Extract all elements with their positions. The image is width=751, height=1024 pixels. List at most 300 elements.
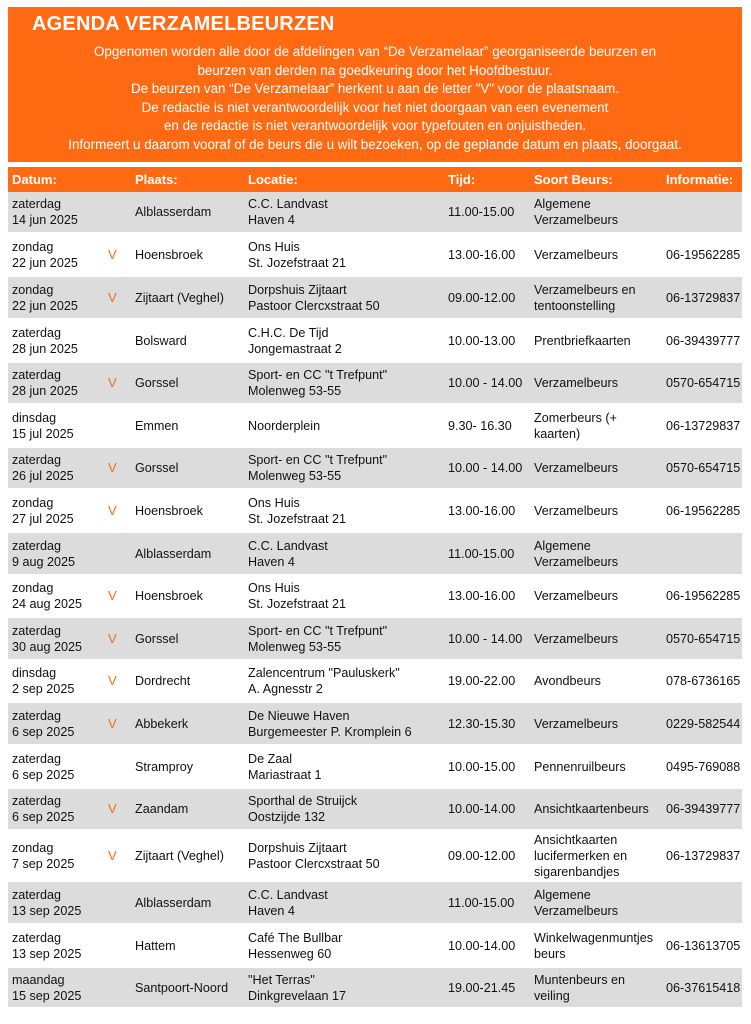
cell-verzamelaar-mark — [108, 703, 122, 744]
cell-locatie — [248, 320, 444, 361]
cell-plaats — [135, 277, 243, 318]
cell-verzamelaar-mark-line: V — [108, 375, 117, 390]
cell-locatie — [248, 234, 444, 275]
cell-plaats-line: Hoensbroek — [135, 503, 203, 518]
header-informatie: Informatie: — [666, 172, 734, 187]
cell-datum — [12, 968, 104, 1007]
cell-soort-beurs-line: Algemene — [534, 538, 591, 553]
cell-plaats-line: Zijtaart (Veghel) — [135, 848, 224, 863]
cell-tijd — [448, 448, 530, 488]
cell-verzamelaar-mark-line: V — [108, 673, 117, 688]
cell-locatie-line: Mariastraat 1 — [248, 767, 322, 782]
cell-verzamelaar-mark — [108, 576, 122, 616]
cell-informatie-line: 0570-654715 — [666, 461, 741, 475]
cell-locatie-line: Dinkgrevelaan 17 — [248, 988, 347, 1003]
table-row — [8, 192, 742, 234]
cell-plaats — [135, 618, 243, 659]
cell-tijd-line: 10.00 - 14.00 — [448, 631, 523, 646]
cell-datum-line: zaterdag — [12, 325, 62, 340]
table-row — [8, 320, 742, 363]
cell-locatie-line: Sport- en CC "t Trefpunt" — [248, 368, 388, 382]
cell-plaats — [135, 234, 243, 275]
cell-tijd — [448, 576, 530, 616]
cell-soort-beurs — [534, 746, 660, 787]
cell-plaats — [135, 490, 243, 531]
cell-plaats-line: Zaandam — [135, 802, 189, 816]
table-header — [8, 167, 742, 192]
cell-plaats-line: Emmen — [135, 418, 179, 433]
cell-locatie-line: Ons Huis — [248, 239, 300, 254]
cell-datum-line: zaterdag — [12, 453, 62, 467]
cell-locatie-line: Zalencentrum "Pauluskerk" — [248, 666, 400, 680]
cell-informatie — [666, 192, 742, 232]
cell-plaats — [135, 882, 243, 923]
cell-datum-line: zondag — [12, 239, 54, 254]
cell-verzamelaar-mark — [108, 234, 122, 275]
agenda-page — [8, 7, 742, 1009]
cell-datum — [12, 277, 104, 318]
cell-datum-line: zondag — [12, 840, 54, 855]
cell-datum-line: zaterdag — [12, 623, 62, 638]
cell-verzamelaar-mark-line: V — [108, 502, 117, 518]
cell-verzamelaar-mark — [108, 882, 122, 923]
cell-datum-line: dinsdag — [12, 410, 57, 425]
cell-tijd-line: 13.00-16.00 — [448, 589, 516, 603]
table-row — [8, 703, 742, 746]
cell-datum — [12, 576, 104, 616]
cell-locatie-line: Hessenweg 60 — [248, 946, 332, 961]
cell-tijd-line: 19.00-21.45 — [448, 980, 516, 995]
cell-informatie-line: 0229-582544 — [666, 716, 741, 731]
cell-soort-beurs-line: Winkelwagenmuntjes — [534, 930, 653, 945]
cell-plaats-line: Alblasserdam — [135, 895, 212, 910]
cell-soort-beurs-line: Verzamelbeurs — [534, 247, 618, 262]
cell-informatie-line: 06-37615418 — [666, 980, 741, 995]
cell-tijd — [448, 831, 530, 880]
cell-locatie-line: Dorpshuis Zijtaart — [248, 840, 347, 855]
cell-tijd-line: 09.00-12.00 — [448, 848, 516, 863]
cell-datum-line: zaterdag — [12, 887, 62, 902]
cell-datum-line: 6 sep 2025 — [12, 767, 75, 782]
cell-datum-line: 9 aug 2025 — [12, 554, 76, 569]
cell-tijd-line: 11.00-15.00 — [448, 546, 515, 561]
cell-datum-line: 28 jun 2025 — [12, 384, 78, 398]
cell-datum-line: 15 sep 2025 — [12, 988, 82, 1003]
cell-tijd-line: 11.00-15.00 — [448, 205, 515, 219]
page-title: AGENDA VERZAMELBEURZEN — [32, 13, 335, 35]
cell-informatie — [666, 320, 742, 361]
cell-informatie — [666, 618, 742, 659]
cell-datum-line: 13 sep 2025 — [12, 946, 82, 961]
cell-tijd-line: 10.00 - 14.00 — [448, 376, 523, 390]
cell-locatie-line: St. Jozefstraat 21 — [248, 597, 347, 611]
cell-soort-beurs — [534, 192, 660, 232]
cell-locatie — [248, 882, 444, 923]
cell-plaats — [135, 925, 243, 966]
cell-informatie — [666, 831, 742, 880]
cell-locatie-line: Haven 4 — [248, 213, 295, 227]
cell-tijd-line: 19.00-22.00 — [448, 674, 516, 688]
cell-plaats — [135, 192, 243, 232]
cell-tijd-line: 13.00-16.00 — [448, 247, 516, 262]
cell-verzamelaar-mark-line: V — [108, 847, 117, 863]
table-row — [8, 661, 742, 703]
cell-soort-beurs-line: Pennenruilbeurs — [534, 759, 626, 774]
cell-datum — [12, 533, 104, 574]
cell-datum-line: zaterdag — [12, 197, 62, 211]
cell-soort-beurs-line: Zomerbeurs (+ — [534, 410, 617, 425]
cell-soort-beurs — [534, 618, 660, 659]
cell-plaats-line: Bolsward — [135, 333, 187, 348]
cell-tijd-line: 10.00-15.00 — [448, 759, 516, 774]
table-row — [8, 925, 742, 968]
cell-datum-line: 22 jun 2025 — [12, 255, 78, 270]
table-row — [8, 277, 742, 320]
cell-datum-line: 14 jun 2025 — [12, 213, 78, 227]
header-soort-beurs: Soort Beurs: — [534, 172, 613, 187]
cell-locatie-line: C.C. Landvast — [248, 197, 328, 211]
cell-soort-beurs — [534, 277, 660, 318]
table-row — [8, 234, 742, 277]
cell-datum — [12, 661, 104, 701]
cell-soort-beurs — [534, 661, 660, 701]
cell-locatie-line: "Het Terras" — [248, 972, 315, 987]
cell-soort-beurs-line: Verzamelbeurs — [534, 589, 618, 603]
cell-verzamelaar-mark-line: V — [108, 588, 117, 603]
cell-datum-line: zondag — [12, 581, 54, 595]
cell-tijd-line: 9.30- 16.30 — [448, 418, 512, 433]
cell-soort-beurs-line: Ansichtkaarten — [534, 832, 618, 847]
cell-plaats — [135, 576, 243, 616]
cell-tijd — [448, 490, 530, 531]
table-row — [8, 789, 742, 831]
cell-tijd — [448, 746, 530, 787]
table-row — [8, 490, 742, 533]
cell-datum — [12, 363, 104, 403]
cell-plaats-line: Dordrecht — [135, 674, 191, 688]
cell-datum-line: 2 sep 2025 — [12, 682, 75, 696]
cell-plaats — [135, 363, 243, 403]
cell-locatie — [248, 618, 444, 659]
cell-locatie-line: De Nieuwe Haven — [248, 708, 350, 723]
cell-tijd-line: 13.00-16.00 — [448, 503, 516, 518]
cell-verzamelaar-mark — [108, 192, 122, 232]
cell-plaats — [135, 448, 243, 488]
cell-soort-beurs-line: Verzamelbeurs — [534, 631, 618, 646]
cell-informatie-line: 0495-769088 — [666, 759, 741, 774]
cell-locatie-line: Jongemastraat 2 — [248, 341, 342, 356]
cell-plaats-line: Gorssel — [135, 376, 179, 390]
cell-tijd-line: 10.00 - 14.00 — [448, 461, 523, 475]
cell-locatie-line: Molenweg 53-55 — [248, 639, 342, 654]
cell-locatie-line: Molenweg 53-55 — [248, 469, 342, 483]
header-banner — [8, 7, 742, 162]
cell-locatie-line: St. Jozefstraat 21 — [248, 255, 347, 270]
table-row — [8, 533, 742, 576]
cell-soort-beurs — [534, 234, 660, 275]
cell-locatie-line: Pastoor Clercxstraat 50 — [248, 298, 380, 313]
cell-informatie-line: 06-39439777 — [666, 802, 741, 816]
cell-plaats — [135, 320, 243, 361]
cell-locatie — [248, 533, 444, 574]
cell-informatie-line: 0570-654715 — [666, 631, 741, 646]
cell-soort-beurs-line: beurs — [534, 946, 566, 961]
intro-line: en de redactie is niet verantwoordelijk voor typefouten en onjuistheden. — [163, 118, 587, 134]
cell-datum-line: maandag — [12, 972, 65, 987]
cell-informatie — [666, 277, 742, 318]
cell-informatie — [666, 533, 742, 574]
cell-tijd — [448, 968, 530, 1007]
cell-soort-beurs — [534, 576, 660, 616]
cell-soort-beurs — [534, 490, 660, 531]
intro-line: Informeert u daarom vooraf of de beurs die u wilt bezoeken, op de geplande datum en plaats, doorgaat. — [68, 136, 682, 152]
cell-soort-beurs-line: tentoonstelling — [534, 298, 616, 313]
cell-verzamelaar-mark — [108, 661, 122, 701]
cell-soort-beurs — [534, 968, 660, 1007]
cell-datum-line: zaterdag — [12, 708, 62, 723]
cell-plaats-line: Alblasserdam — [135, 546, 212, 561]
cell-soort-beurs-line: Verzamelbeurs — [534, 903, 618, 918]
cell-tijd — [448, 405, 530, 446]
cell-datum-line: zaterdag — [12, 751, 62, 766]
cell-tijd-line: 12.30-15.30 — [448, 716, 516, 731]
cell-locatie-line: Café The Bullbar — [248, 930, 343, 945]
cell-verzamelaar-mark — [108, 277, 122, 318]
cell-soort-beurs-line: Verzamelbeurs — [534, 213, 618, 227]
cell-informatie — [666, 363, 742, 403]
cell-locatie — [248, 703, 444, 744]
cell-verzamelaar-mark-line: V — [108, 289, 117, 305]
cell-datum-line: 7 sep 2025 — [12, 856, 75, 871]
cell-locatie-line: Burgemeester P. Kromplein 6 — [248, 724, 412, 739]
table-row — [8, 882, 742, 925]
cell-datum-line: 22 jun 2025 — [12, 298, 78, 313]
cell-soort-beurs-line: Ansichtkaartenbeurs — [534, 802, 649, 816]
cell-informatie-line: 06-13729837 — [666, 290, 741, 305]
cell-locatie-line: C.C. Landvast — [248, 538, 328, 553]
cell-informatie — [666, 661, 742, 701]
cell-plaats-line: Hoensbroek — [135, 589, 203, 603]
cell-verzamelaar-mark-line: V — [108, 715, 117, 731]
agenda-table-body — [8, 192, 742, 1009]
cell-datum-line: 15 jul 2025 — [12, 426, 74, 441]
cell-locatie-line: De Zaal — [248, 751, 293, 766]
cell-tijd — [448, 533, 530, 574]
cell-verzamelaar-mark — [108, 746, 122, 787]
cell-datum — [12, 882, 104, 923]
table-row — [8, 405, 742, 448]
cell-informatie-line: 078-6736165 — [666, 674, 741, 688]
cell-tijd — [448, 363, 530, 403]
cell-locatie — [248, 192, 444, 232]
cell-datum — [12, 831, 104, 880]
cell-soort-beurs-line: kaarten) — [534, 426, 581, 441]
cell-datum-line: zaterdag — [12, 538, 62, 553]
cell-datum — [12, 234, 104, 275]
cell-locatie-line: Ons Huis — [248, 495, 300, 510]
cell-verzamelaar-mark-line: V — [108, 460, 117, 475]
cell-informatie-line: 06-19562285 — [666, 503, 741, 518]
cell-locatie — [248, 448, 444, 488]
cell-soort-beurs-line: Algemene — [534, 887, 591, 902]
cell-datum-line: 24 aug 2025 — [12, 597, 83, 611]
cell-tijd — [448, 320, 530, 361]
cell-verzamelaar-mark-line: V — [108, 246, 117, 262]
cell-informatie-line: 06-13729837 — [666, 418, 741, 433]
cell-verzamelaar-mark — [108, 618, 122, 659]
cell-datum — [12, 746, 104, 787]
cell-informatie-line: 06-19562285 — [666, 589, 741, 603]
cell-tijd — [448, 661, 530, 701]
cell-informatie — [666, 789, 742, 829]
cell-datum-line: 30 aug 2025 — [12, 639, 83, 654]
header-plaats: Plaats: — [135, 172, 178, 187]
cell-plaats — [135, 703, 243, 744]
header-tijd: Tijd: — [448, 172, 476, 187]
cell-plaats — [135, 968, 243, 1007]
cell-datum-line: dinsdag — [12, 666, 57, 680]
cell-tijd-line: 09.00-12.00 — [448, 290, 516, 305]
cell-locatie — [248, 576, 444, 616]
cell-soort-beurs — [534, 320, 660, 361]
table-row — [8, 746, 742, 789]
cell-datum — [12, 789, 104, 829]
cell-plaats-line: Abbekerk — [135, 716, 189, 731]
cell-locatie — [248, 363, 444, 403]
cell-locatie-line: Sport- en CC "t Trefpunt" — [248, 453, 388, 467]
cell-locatie — [248, 277, 444, 318]
cell-plaats-line: Zijtaart (Veghel) — [135, 290, 224, 305]
cell-soort-beurs-line: Verzamelbeurs — [534, 461, 618, 475]
cell-datum — [12, 320, 104, 361]
cell-plaats — [135, 405, 243, 446]
cell-informatie — [666, 405, 742, 446]
cell-tijd — [448, 277, 530, 318]
cell-verzamelaar-mark — [108, 831, 122, 880]
cell-locatie-line: Oostzijde 132 — [248, 810, 326, 824]
cell-datum-line: 27 jul 2025 — [12, 511, 74, 526]
cell-tijd — [448, 925, 530, 966]
cell-datum — [12, 448, 104, 488]
cell-plaats — [135, 789, 243, 829]
cell-tijd-line: 11.00-15.00 — [448, 895, 515, 910]
cell-datum — [12, 192, 104, 232]
cell-datum-line: 26 jul 2025 — [12, 469, 74, 483]
cell-locatie — [248, 490, 444, 531]
cell-datum — [12, 925, 104, 966]
cell-locatie-line: Sport- en CC "t Trefpunt" — [248, 623, 388, 638]
cell-datum-line: 6 sep 2025 — [12, 724, 75, 739]
cell-locatie — [248, 789, 444, 829]
cell-locatie-line: C.C. Landvast — [248, 887, 328, 902]
cell-soort-beurs — [534, 831, 660, 880]
cell-verzamelaar-mark — [108, 533, 122, 574]
cell-soort-beurs — [534, 405, 660, 446]
cell-soort-beurs-line: lucifermerken en — [534, 848, 628, 863]
cell-locatie-line: St. Jozefstraat 21 — [248, 511, 347, 526]
cell-locatie — [248, 831, 444, 880]
table-row — [8, 363, 742, 405]
cell-plaats-line: Hattem — [135, 938, 176, 953]
cell-plaats-line: Hoensbroek — [135, 247, 203, 262]
cell-soort-beurs-line: Verzamelbeurs en — [534, 282, 636, 297]
cell-locatie-line: Ons Huis — [248, 581, 300, 595]
cell-locatie-line: Dorpshuis Zijtaart — [248, 282, 347, 297]
cell-soort-beurs — [534, 882, 660, 923]
cell-plaats — [135, 661, 243, 701]
cell-verzamelaar-mark — [108, 320, 122, 361]
cell-plaats-line: Stramproy — [135, 759, 194, 774]
table-row — [8, 448, 742, 490]
cell-locatie-line: A. Agnesstr 2 — [248, 682, 323, 696]
cell-locatie-line: Haven 4 — [248, 554, 295, 569]
cell-verzamelaar-mark — [108, 789, 122, 829]
header-datum: Datum: — [12, 172, 57, 187]
cell-informatie — [666, 925, 742, 966]
cell-locatie-line: C.H.C. De Tijd — [248, 325, 329, 340]
cell-tijd — [448, 192, 530, 232]
cell-locatie — [248, 925, 444, 966]
cell-plaats-line: Alblasserdam — [135, 205, 212, 219]
cell-informatie — [666, 448, 742, 488]
table-row — [8, 618, 742, 661]
cell-locatie-line: Haven 4 — [248, 903, 295, 918]
cell-datum-line: 13 sep 2025 — [12, 903, 82, 918]
cell-locatie — [248, 746, 444, 787]
cell-verzamelaar-mark — [108, 363, 122, 403]
cell-soort-beurs-line: Algemene — [534, 197, 591, 211]
cell-datum — [12, 405, 104, 446]
cell-plaats-line: Santpoort-Noord — [135, 980, 229, 995]
cell-soort-beurs-line: Prentbriefkaarten — [534, 333, 631, 348]
cell-soort-beurs — [534, 925, 660, 966]
cell-tijd — [448, 618, 530, 659]
cell-soort-beurs-line: veiling — [534, 988, 570, 1003]
cell-informatie — [666, 490, 742, 531]
cell-informatie-line: 06-13613705 — [666, 938, 741, 953]
intro-line: beurzen van derden na goedkeuring door het Hoofdbestuur. — [197, 62, 553, 78]
cell-datum-line: zaterdag — [12, 930, 62, 945]
intro-line: Opgenomen worden alle door de afdelingen van “De Verzamelaar” georganiseerde beurzen en — [93, 44, 657, 59]
cell-informatie — [666, 882, 742, 923]
cell-informatie — [666, 576, 742, 616]
cell-datum-line: zondag — [12, 495, 54, 510]
intro-line: De beurzen van “De Verzamelaar” herkent u aan de letter "V" voor de plaatsnaam. — [130, 81, 620, 97]
cell-soort-beurs — [534, 363, 660, 403]
cell-informatie — [666, 234, 742, 275]
cell-locatie-line: Molenweg 53-55 — [248, 384, 342, 398]
cell-tijd — [448, 234, 530, 275]
cell-informatie-line: 06-19562285 — [666, 247, 741, 262]
cell-soort-beurs-line: Verzamelbeurs — [534, 554, 618, 569]
cell-verzamelaar-mark-line: V — [108, 630, 117, 646]
cell-datum — [12, 490, 104, 531]
cell-informatie-line: 06-13729837 — [666, 848, 741, 863]
cell-locatie — [248, 661, 444, 701]
cell-soort-beurs-line: Verzamelbeurs — [534, 376, 618, 390]
cell-locatie-line: Pastoor Clercxstraat 50 — [248, 856, 380, 871]
cell-plaats — [135, 831, 243, 880]
cell-locatie — [248, 405, 444, 446]
cell-plaats-line: Gorssel — [135, 631, 179, 646]
cell-plaats-line: Gorssel — [135, 461, 179, 475]
cell-verzamelaar-mark-line: V — [108, 801, 117, 816]
cell-locatie-line: Sporthal de Struijck — [248, 794, 358, 808]
table-row — [8, 831, 742, 882]
cell-informatie — [666, 968, 742, 1007]
cell-datum-line: zaterdag — [12, 794, 62, 808]
cell-verzamelaar-mark — [108, 490, 122, 531]
